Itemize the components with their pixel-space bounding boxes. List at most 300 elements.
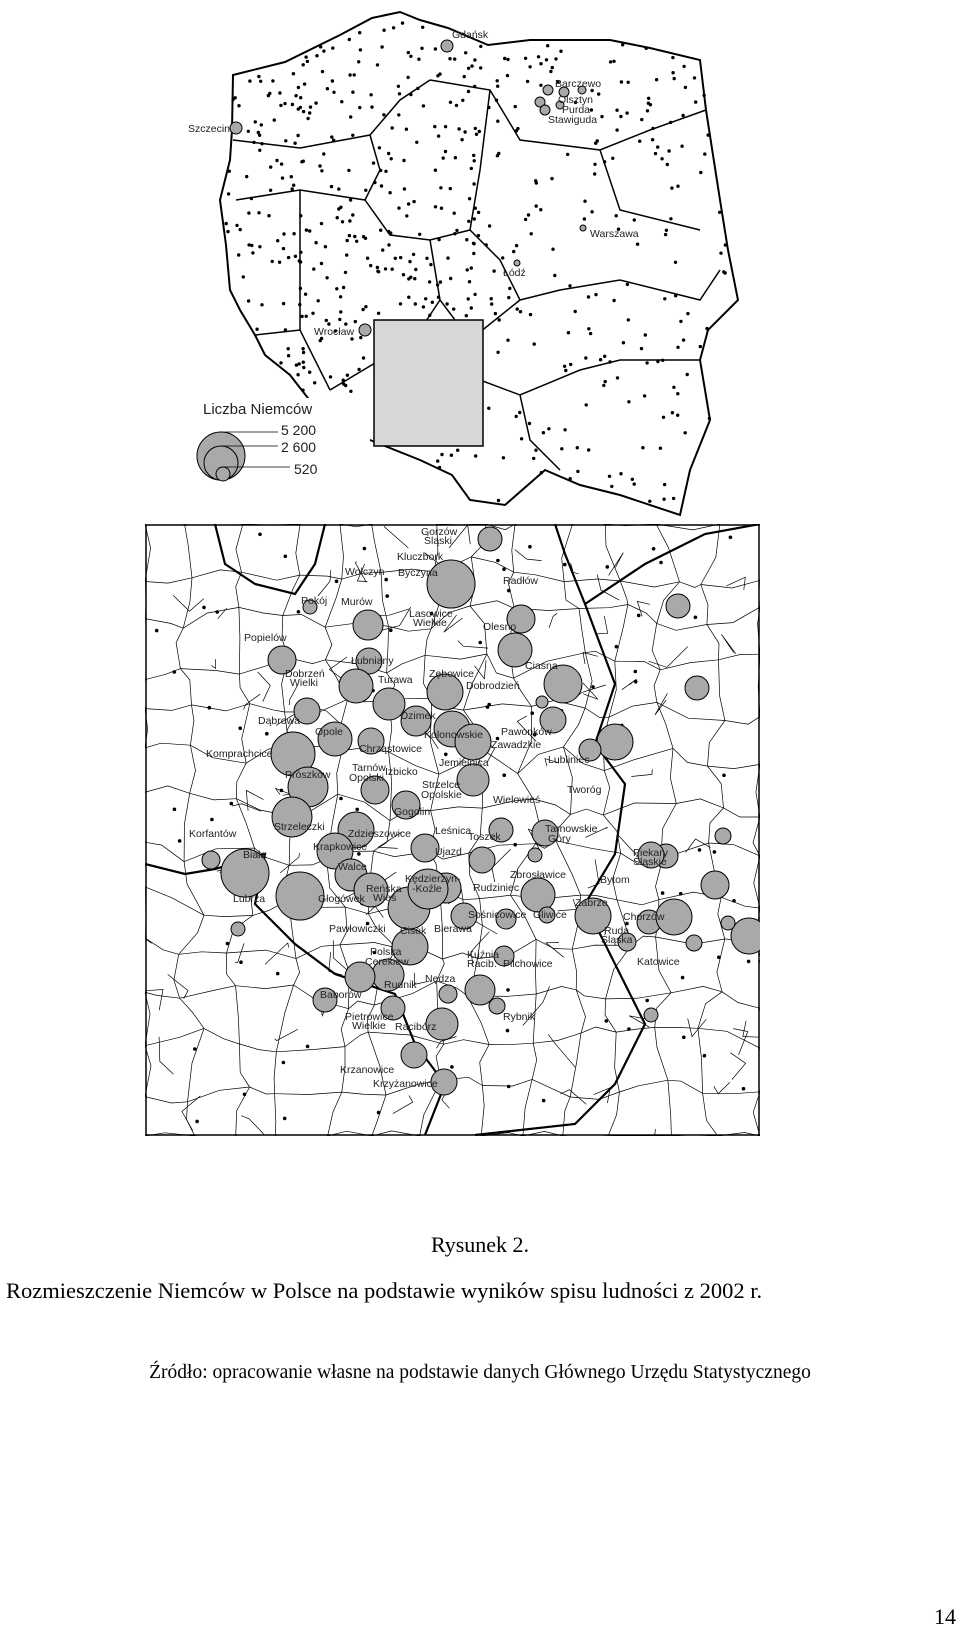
population-dot [269, 189, 272, 192]
population-dot [392, 26, 395, 29]
population-dot [453, 212, 456, 215]
population-dot [406, 76, 409, 79]
population-dot [534, 449, 537, 452]
place-label: Korfantów [189, 828, 237, 840]
population-dot [379, 169, 382, 172]
place-label: Bytom [600, 874, 630, 886]
population-dot [173, 808, 177, 812]
population-dot [622, 341, 625, 344]
population-dot [258, 533, 262, 537]
population-dot [409, 93, 412, 96]
place-label: Strzelce [422, 779, 460, 791]
population-dot [490, 302, 493, 305]
place-label: Wielkie [352, 1020, 386, 1032]
population-dot [530, 711, 534, 715]
population-dot [559, 50, 562, 53]
population-dot [276, 972, 280, 976]
population-dot [237, 104, 240, 107]
population-dot [672, 386, 675, 389]
population-dot [282, 232, 285, 235]
place-label: Pokój [301, 595, 328, 607]
population-dot [412, 253, 415, 256]
legend-entry-5200: 5 200 [281, 422, 317, 438]
population-dot [384, 267, 387, 270]
place-label: Chorzów [623, 911, 665, 923]
population-dot [652, 547, 656, 551]
population-dot [681, 976, 685, 980]
population-circle [685, 676, 709, 700]
population-dot [590, 210, 593, 213]
legend-entry-2600: 2 600 [281, 439, 317, 455]
place-label: Śląskie [633, 856, 667, 868]
population-dot [284, 555, 288, 559]
population-dot [576, 446, 579, 449]
population-dot [465, 238, 468, 241]
place-label: Zębowice [429, 668, 474, 680]
population-dot [409, 55, 412, 58]
population-dot [474, 454, 477, 457]
population-dot [378, 146, 381, 149]
population-dot [230, 802, 234, 806]
population-dot [647, 97, 650, 100]
population-dot [320, 262, 323, 265]
population-dot [346, 239, 349, 242]
population-dot [319, 339, 322, 342]
population-dot [324, 245, 327, 248]
population-dot [291, 103, 294, 106]
population-dot [611, 157, 614, 160]
population-dot [314, 101, 317, 104]
population-dot [665, 229, 668, 232]
population-dot [362, 235, 365, 238]
population-dot [463, 130, 466, 133]
population-dot [401, 21, 404, 24]
population-dot [407, 296, 410, 299]
population-dot [257, 131, 260, 134]
population-dot [309, 105, 312, 108]
population-dot [587, 327, 590, 330]
population-dot [257, 211, 260, 214]
population-dot [292, 232, 295, 235]
population-dot [539, 62, 542, 65]
population-dot [478, 641, 482, 645]
population-dot [495, 99, 498, 102]
population-dot [271, 79, 274, 82]
population-dot [651, 127, 654, 130]
population-dot [247, 243, 250, 246]
population-dot [506, 339, 509, 342]
population-dot [329, 375, 332, 378]
population-dot [583, 217, 586, 220]
population-dot [473, 85, 476, 88]
population-dot [488, 224, 491, 227]
population-dot [250, 197, 253, 200]
population-dot [293, 142, 296, 145]
population-dot [554, 57, 557, 60]
population-dot [420, 47, 423, 50]
population-dot [434, 47, 437, 50]
population-dot [302, 351, 305, 354]
population-dot [529, 313, 532, 316]
population-dot [498, 318, 501, 321]
population-dot [283, 1117, 287, 1121]
population-dot [387, 243, 390, 246]
population-dot [282, 247, 285, 250]
place-label: Gliwice [533, 909, 567, 921]
population-dot [302, 361, 305, 364]
place-label: Ozimek [400, 710, 436, 722]
population-dot [659, 561, 663, 565]
population-dot [608, 475, 611, 478]
population-dot [193, 1047, 197, 1051]
population-dot [257, 75, 260, 78]
population-dot [444, 150, 447, 153]
population-dot [276, 239, 279, 242]
place-label: Opolskie [421, 789, 462, 801]
population-circle [276, 872, 324, 920]
population-dot [472, 182, 475, 185]
population-dot [398, 92, 401, 95]
population-dot [302, 63, 305, 66]
place-label: Głogówek [318, 893, 365, 905]
population-dot [530, 232, 533, 235]
population-dot [507, 1085, 511, 1089]
place-label: Izbicko [385, 766, 418, 778]
population-dot [528, 65, 531, 68]
place-label: Strzeleczki [274, 821, 325, 833]
population-dot [322, 152, 325, 155]
population-dot [308, 229, 311, 232]
population-dot [587, 448, 590, 451]
population-dot [292, 72, 295, 75]
population-dot [227, 192, 230, 195]
population-dot [449, 101, 452, 104]
population-dot [308, 111, 311, 114]
population-dot [453, 57, 456, 60]
population-dot [314, 241, 317, 244]
place-label: Śląski [424, 535, 453, 547]
population-dot [448, 57, 451, 60]
population-dot [473, 293, 476, 296]
population-dot [681, 114, 684, 117]
population-dot [349, 115, 352, 118]
population-dot [640, 347, 643, 350]
population-dot [235, 224, 238, 227]
place-label: Chrząstowice [359, 743, 423, 755]
population-dot [473, 217, 476, 220]
population-dot [346, 374, 349, 377]
population-dot [294, 94, 297, 97]
place-label: Cerekiew [365, 956, 409, 968]
population-circle [666, 594, 690, 618]
place-label: Sośnicowice [468, 909, 527, 921]
city-label-wroclaw: Wrocław [314, 326, 355, 338]
population-dot [330, 185, 333, 188]
population-dot [645, 999, 649, 1003]
population-dot [331, 46, 334, 49]
population-dot [682, 338, 685, 341]
population-dot [619, 472, 622, 475]
population-dot [551, 248, 554, 251]
population-dot [609, 60, 612, 63]
place-label: Gogolin [394, 806, 431, 818]
population-dot [358, 106, 361, 109]
population-dot [437, 296, 440, 299]
place-label: Tworóg [567, 784, 602, 796]
population-dot [348, 234, 351, 237]
population-dot [326, 87, 329, 90]
population-dot [242, 275, 245, 278]
population-dot [268, 92, 271, 95]
place-label: Wielki [290, 677, 318, 689]
population-dot [479, 45, 482, 48]
population-dot [563, 563, 567, 567]
population-dot [686, 312, 689, 315]
place-label: Jemielnica [439, 757, 489, 769]
population-dot [686, 373, 689, 376]
population-dot [317, 299, 320, 302]
population-dot [287, 256, 290, 259]
population-dot [610, 485, 613, 488]
city-wroclaw [314, 324, 371, 338]
population-dot [281, 176, 284, 179]
population-dot [332, 139, 335, 142]
population-dot [550, 177, 553, 180]
population-dot [444, 125, 447, 128]
population-dot [670, 186, 673, 189]
population-dot [439, 186, 442, 189]
population-dot [485, 243, 488, 246]
population-dot [608, 360, 611, 363]
place-label: Popielów [244, 632, 287, 644]
place-label: Kolonowskie [424, 729, 483, 741]
place-label: Dobrzeń [285, 668, 325, 680]
population-dot [450, 454, 453, 457]
city-label-olsztyn: Olsztyn [558, 94, 594, 106]
population-dot [299, 287, 302, 290]
population-dot [243, 1093, 247, 1097]
population-dot [397, 85, 400, 88]
population-dot [239, 228, 242, 231]
place-label: Wielkie [413, 617, 447, 629]
population-dot [269, 165, 272, 168]
population-dot [299, 260, 302, 263]
population-dot [294, 255, 297, 258]
population-dot [563, 365, 566, 368]
place-label: Góry [548, 833, 571, 845]
place-label: Zbrosławice [510, 869, 567, 881]
population-dot [633, 482, 636, 485]
population-dot [364, 305, 367, 308]
population-dot [682, 65, 685, 68]
population-dot [361, 308, 364, 311]
population-dot [450, 1065, 454, 1069]
population-dot [247, 299, 250, 302]
population-dot [302, 160, 305, 163]
population-dot [461, 99, 464, 102]
population-dot [433, 125, 436, 128]
population-dot [362, 356, 365, 359]
population-dot [417, 58, 420, 61]
population-dot [519, 310, 522, 313]
population-dot [318, 164, 321, 167]
population-dot [296, 373, 299, 376]
population-dot [532, 457, 535, 460]
population-dot [373, 181, 376, 184]
population-dot [295, 363, 298, 366]
legend-title: Liczba Niemców [203, 401, 313, 418]
population-dot [475, 133, 478, 136]
population-dot [478, 130, 481, 133]
population-dot [297, 610, 301, 614]
population-dot [320, 169, 323, 172]
population-dot [591, 685, 595, 689]
population-dot [297, 86, 300, 89]
population-dot [202, 606, 206, 610]
population-dot [516, 307, 519, 310]
population-circle [597, 724, 633, 760]
population-dot [359, 336, 362, 339]
place-label: Ujazd [435, 846, 462, 858]
population-dot [620, 80, 623, 83]
population-dot [660, 157, 663, 160]
population-dot [466, 268, 469, 271]
population-dot [477, 211, 480, 214]
place-label: Dąbrowa [258, 715, 301, 727]
population-dot [615, 214, 618, 217]
population-dot [526, 80, 529, 83]
population-dot [260, 142, 263, 145]
population-dot [254, 120, 257, 123]
population-dot [306, 60, 309, 63]
population-dot [452, 307, 455, 310]
place-label: Lubrza [233, 893, 266, 905]
place-label: Bierawa [434, 923, 472, 935]
population-dot [640, 118, 643, 121]
population-dot [676, 392, 679, 395]
population-dot [664, 233, 667, 236]
place-label: Wieś [373, 892, 397, 904]
population-dot [492, 269, 495, 272]
population-dot [300, 315, 303, 318]
inset-region-rectangle [374, 320, 483, 446]
population-dot [345, 253, 348, 256]
place-label: Ruda [604, 925, 630, 937]
population-dot [325, 319, 328, 322]
place-label: Murów [341, 596, 373, 608]
population-dot [363, 547, 367, 551]
population-dot [414, 268, 417, 271]
population-dot [415, 141, 418, 144]
population-dot [593, 172, 596, 175]
population-dot [391, 126, 394, 129]
population-dot [454, 156, 457, 159]
population-circle [469, 847, 495, 873]
population-dot [587, 295, 590, 298]
population-dot [195, 1120, 199, 1124]
population-dot [407, 277, 410, 280]
population-dot [729, 536, 733, 540]
population-dot [604, 380, 607, 383]
population-dot [574, 310, 577, 313]
place-label: Wielowieś [493, 794, 541, 806]
population-dot [455, 104, 458, 107]
place-label: Rudziniec [473, 882, 520, 894]
population-dot [490, 297, 493, 300]
population-dot [304, 293, 307, 296]
population-dot [465, 314, 468, 317]
city-label-purda: Purda [562, 104, 591, 116]
place-label: Zdzieszowice [348, 828, 412, 840]
population-dot [502, 456, 505, 459]
population-dot [357, 368, 360, 371]
population-dot [322, 49, 325, 52]
population-dot [669, 217, 672, 220]
figure-title: Rysunek 2. [430, 1232, 530, 1257]
population-dot [351, 134, 354, 137]
place-label: Łubniany [351, 655, 394, 667]
population-dot [413, 277, 416, 280]
population-circle [715, 828, 731, 844]
population-dot [674, 261, 677, 264]
population-dot [267, 214, 270, 217]
place-label: Gorzów [421, 526, 458, 538]
population-dot [382, 113, 385, 116]
population-dot [676, 414, 679, 417]
population-dot [278, 91, 281, 94]
population-dot [496, 154, 499, 157]
legend-entry-520: 520 [294, 461, 318, 477]
population-dot [467, 67, 470, 70]
population-dot [407, 51, 410, 54]
population-dot [708, 417, 711, 420]
population-dot [178, 839, 182, 843]
population-dot [349, 198, 352, 201]
population-dot [477, 234, 480, 237]
population-dot [370, 105, 373, 108]
population-dot [507, 296, 510, 299]
population-dot [703, 152, 706, 155]
population-dot [649, 103, 652, 106]
population-dot [568, 284, 571, 287]
population-dot [515, 244, 518, 247]
population-dot [684, 86, 687, 89]
place-label: Krapkowice [313, 841, 368, 853]
population-dot [645, 361, 648, 364]
population-circle [686, 935, 702, 951]
population-dot [336, 216, 339, 219]
population-dot [661, 359, 664, 362]
population-dot [372, 161, 375, 164]
population-dot [528, 545, 532, 549]
population-dot [442, 156, 445, 159]
population-circle [353, 610, 383, 640]
population-dot [238, 726, 242, 730]
population-dot [260, 303, 263, 306]
population-dot [258, 149, 261, 152]
population-dot [703, 1054, 707, 1058]
population-dot [391, 268, 394, 271]
population-dot [308, 371, 311, 374]
population-dot [325, 276, 328, 279]
population-dot [682, 1036, 686, 1040]
place-label: Tarnów [352, 762, 386, 774]
population-dot [320, 222, 323, 225]
population-dot [487, 407, 490, 410]
population-dot [497, 499, 500, 502]
population-dot [402, 159, 405, 162]
population-dot [722, 270, 725, 273]
